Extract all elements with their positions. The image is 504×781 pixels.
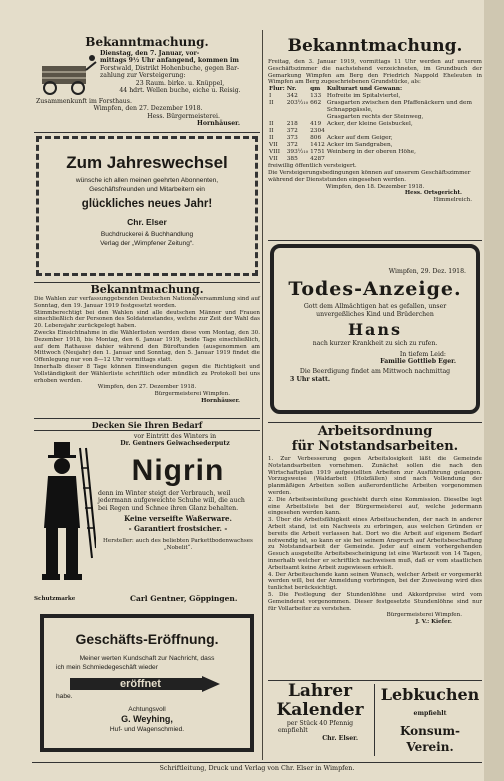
footer-imprint: Schriftleitung, Druck und Verlag von Chr. Elser in Wimpfen. [159,764,355,772]
notice-signature: Hornhäuser. [201,397,240,404]
cell-art: Hofreite im Spitalviertel, [326,93,401,100]
election-notice [34,284,260,412]
binding-edge [484,0,504,781]
table-row [268,121,482,128]
table-row [268,114,482,121]
work-paragraph-5: 5. Die Festlegung der Stundenlöhne und Akkordpreise wird vom Gemeinderat vorgenommen. Dieser festgesetzte Stundenlöhne sind nur für Vollarbeiter zu verstehen. [268,591,482,612]
work-title-2: für Notstandsarbeiten. [291,439,459,454]
greeting-business: Buchdruckerei & Buchhandlung [100,231,194,238]
cell-nr: 218 [286,121,298,128]
cell-qm: 133 [310,93,322,100]
land-paragraph-2: freiwillig öffentlich versteigert. [268,163,357,170]
land-paragraph-1: Freitag, den 3. Januar 1919, vormittags 11 Uhr werden auf unserem Geschäftszimmer die nachstehend verzeichneten, im Grundbuch der Gemarkung Wimpfen am Berg den Friedrich Nappold Eheleuten in Wimpfen am Berg zugeschriebenen Grundstücke, als: [268,59,482,86]
calendar-line-1: Lahrer [287,681,353,701]
header-kulturart: Kulturart und Gewann: [326,86,403,93]
notice-title: Bekanntmachung. [287,36,463,56]
calendar-recommend: empfiehlt [278,727,308,735]
greeting-line-1: wünsche ich allen meinen geehrten Abonnenten, [75,177,219,184]
header-qm: qm [310,86,321,93]
work-paragraph-3: 3. Über die Arbeitsfähigkeit eines Arbeitsuchenden, der nach in anderer Arbeit stand, ist ein Nachweis zu erbringen, aus welchen Gründen er bereits die Arbeit verlassen hat. Dort wo die Arbeit auf eigenem Bedarf notwendig ist, so kann er sie bei seinem Anspruch auf Arbeitsbeschaffung zu Notstandsarbeit der Gemeinde. Jeder auf einem vorhergehenden Gesuch ausgeteilte Arbeitsbescheinigung ist eine Wartezeit von 14 Tagen, innerhalb welcher er schriftlich nachweisen muß, daß er vom staatlichen Arbeitsamt keine Arbeit zugewiesen erhielt. [268,517,482,571]
table-row [268,149,482,156]
cell-flur: II [269,128,274,135]
nigrin-line-2: Dr. Gentners Geiwachsederputz [120,440,230,448]
meeting-point: Zusammenkunft im Forsthaus. [36,98,132,105]
notice-date: Wimpfen, den 18. Dezember 1918. [325,183,425,190]
auction-line-1: Dienstag, den 7. Januar, vor- [100,50,200,57]
table-row [268,100,482,114]
footer-rule [32,762,482,763]
cell-art [326,128,482,135]
cell-nr: 385 [286,156,298,163]
death-line-4: 3 Uhr statt. [290,375,330,383]
chimney-sweep-icon [34,438,96,594]
cell-flur: VII [269,142,278,149]
auction-item-2: 44 hdrt. Wellen buche, eiche u. Reisig. [119,87,241,95]
opening-line-1: Meiner werten Kundschaft zur Nachricht, dass [79,655,215,662]
notice-title: Bekanntmachung. [90,283,204,296]
arrow-banner [70,676,220,692]
nigrin-brand: Nigrin [131,454,225,487]
auction-line-4: zahlung zur Versteigerung: [100,72,186,80]
gingerbread-recommend: empfiehlt [413,710,447,717]
calendar-seller: Chr. Elser. [322,734,358,742]
death-title: Todes-Anzeige. [288,278,462,301]
death-line-2: nach kurzer Krankheit zu sich zu rufen. [312,340,438,348]
forest-auction-notice [34,36,260,126]
nigrin-maker: Hersteller: auch des beliebten Parkettbodenwachses „Nobelit“. [103,538,253,552]
cell-art: Weinberg in der oberen Höhe, [326,149,416,156]
cell-art: Grasgarten rechts der Steinweg, [326,114,424,121]
nigrin-desc-1: denn im Winter steigt der Verbrauch, weil [98,490,231,497]
cell-art [326,156,482,163]
election-paragraph-4: Innerhalb dieser 8 Tage können Einwendungen gegen die Richtigkeit und Vollständigkeit der Wählerliste schriftlich oder mündlich zu Protokoll bei uns erhoben werden. [34,363,260,384]
cell-nr: 203½₁₀ [286,100,309,107]
greeting-title: Zum Jahreswechsel [66,153,228,172]
nigrin-line-1: vor Eintritt des Winters in [133,433,217,440]
notice-office: Bürgermeisterei Wimpfen. [154,391,230,398]
election-paragraph-3: Zwecks Einsichtnahme in die Wählerlisten werden diese vom Montag, den 30. Dezember 1918, bis Montag, den 6. Januar 1919, beide Tage einschließlich, auf dem Rathause dahier während den Büroftunden (ausgenommen am Mittwoch (Neujahr) den 1. Januar und Sonntag, den 5. Januar 1919 findet die Offenlegung nur von 8—12 Uhr vormittags statt. [34,329,260,364]
cell-qm: 1412 [310,142,325,149]
auction-line-2: mittags 9½ Uhr anfangend, kommen im [100,57,239,65]
woodcut-illustration [38,52,98,96]
cell-nr: 373 [286,135,298,142]
cell-art: Acker auf dem Geiger, [326,135,393,142]
opening-have: habe. [56,693,73,700]
greeting-line-2: Geschäftsfreunden und Mitarbeitern ein [89,185,205,193]
auction-item-1: 23 Raum. birke. u. Knüppel, [135,79,225,87]
cell-nr: 342 [286,93,298,100]
column-divider [262,30,263,760]
business-opening-ad [40,614,254,752]
divider [34,418,260,419]
cell-art: Acker im Sandgraben, [326,142,393,149]
notice-title: Bekanntmachung. [85,35,209,49]
cell-qm: 662 [310,100,322,107]
cell-art: Grasgarten zwischen den Pfaffenäckern und dem Schnappgässle, [326,100,472,114]
cell-flur: VII [269,156,278,163]
cell-nr: 372 [286,142,298,149]
cell-flur: II [269,121,274,128]
death-line-3: Die Beerdigung findet am Mittwoch nachmittag [299,368,451,376]
chimney-sweep-illustration [34,438,96,594]
work-order-notice [268,424,482,674]
calendar-price: per Stück 40 Pfennig [286,720,354,727]
table-header [268,86,482,93]
land-auction-notice [268,36,482,232]
nigrin-desc-3: bei Regen und Schnee ihren Glanz behalten. [98,504,239,512]
calendar-ad [268,682,372,758]
work-paragraph-1: 1. Zur Verbesserung gegen Arbeitslosigkeit läßt die Gemeinde Notstandsarbeiten vornehmen. Zunächst sollen die nach den Wirtschaftsplan 1919 aufgestellten Arbeiten zur Ausführung gelangen. Vorzugsweise (Waldarbeit (Holzfällen) sind nach Vollendung der planmäßigen Arbeiten sollen außerordentliche Arbeiten vorgenommen werden. [268,456,482,496]
gingerbread-seller: Konsum-Verein. [399,724,461,755]
table-row [268,156,482,163]
ad-divider [374,684,375,756]
table-row [268,135,482,142]
cell-flur: II [269,135,274,142]
cell-qm: 419 [310,121,322,128]
notice-date: Wimpfen, den 27. Dezember 1918. [97,384,197,391]
notice-signature: Hornhäuser. [196,120,240,128]
notice-signature: Himmelreich. [433,197,472,204]
nigrin-advertisement [34,420,260,610]
death-line-1: Gott dem Allmächtigen hat es gefallen, unser unvergeßliches Kind und Brüderchen [303,303,447,318]
cell-nr: 393½₁₀ [286,149,309,156]
death-notice [270,244,480,414]
cell-qm: 1751 [310,149,325,156]
land-parcel-table [268,86,482,163]
death-dateline: Wimpfen, 29. Dez. 1918. [388,268,466,275]
divider [268,240,482,241]
cell-flur: I [269,93,272,100]
cell-art: Acker, der kleine Geisbuckel, [326,121,413,128]
notice-signature: J. V.: Kiefer. [415,619,452,626]
nigrin-claim: Keine verseifte Waßerware. [124,514,232,524]
new-year-greeting [36,136,258,276]
calendar-line-2: Kalender [276,700,364,720]
opening-name: G. Weyhing, [121,714,173,724]
land-paragraph-3: Die Versteigerungsbedingungen können auf unserem Geschäftszimmer während der Dienststunden eingesehen werden. [268,169,471,183]
woodcutter-cart-icon [38,52,98,96]
cell-qm: 806 [310,135,322,142]
nigrin-top: Decken Sie Ihren Bedarf [34,420,260,431]
table-row [268,128,482,135]
opening-trade: Huf- und Wagenschmied. [109,726,185,733]
election-paragraph-1: Die Wahlen zur verfassunggebenden Deutschen Nationalversammlung sind auf Sonntag, den 19. Januar 1919 festgesetzt worden. [34,296,260,309]
greeting-name: Chr. Elser [127,217,167,227]
cell-flur: II [269,100,274,107]
notice-office: Bürgermeisterei Wimpfen. [386,612,462,619]
work-paragraph-4: 4. Der Arbeitsuchende kann seinen Wunsch, welcher Arbeit er vorgemerkt werden will, bei der Anmeldung vorbringen, bei der Zuweisung wird dies tunlichst berücksichtigt. [268,571,482,592]
deceased-name: Hans [347,320,403,340]
cell-qm [309,114,326,121]
gingerbread-title: Lebkuchen [380,685,480,704]
nigrin-desc-2: jedermann aufgeweichte Schuhe will, die auch [98,497,245,505]
cell-qm: 2304 [310,128,325,135]
nigrin-company: Carl Gentner, Göppingen. [130,594,238,603]
death-family: Familie Gottlieb Eger. [380,358,456,366]
nigrin-guarantee: - Garantiert frostsicher. - [128,524,228,534]
cell-nr [286,114,309,121]
notice-office: Hess. Bürgermeisterei. [147,112,220,120]
work-paragraph-2: 2. Die Arbeitseinteilung geschieht durch eine Kommission. Dieselbe legt eine Arbeitsliste bei der Bürgermeisterei auf, welche jedermann eingesehen werden kann. [268,496,482,517]
cell-flur [268,114,286,121]
cell-qm: 4287 [310,156,325,163]
opening-title: Geschäfts-Eröffnung. [75,631,219,647]
divider [268,422,482,423]
work-title: Arbeitsordnung [317,424,433,439]
election-paragraph-2: Stimmberechtigt bei den Wahlen sind alle deutschen Männer und Frauen einschließlich der Personen des Soldatenstandes, welche zur Zeit der Wahl das 20. Lebensjahr zurückgelegt haben. [34,309,260,330]
cell-flur: VIII [269,149,281,156]
header-nr: Nr. [286,86,297,93]
notice-office: Hess. Ortsgericht. [404,190,462,197]
cell-nr: 372 [286,128,298,135]
death-grief: In tiefem Leid: [399,350,446,358]
divider [34,132,260,133]
greeting-wish: glückliches neues Jahr! [81,198,213,210]
greeting-publisher: Verlag der „Wimpfener Zeitung“. [100,240,194,247]
auction-line-3: Forstwald, Distrikt Hohenbuche, gegen Bar- [100,64,240,72]
nigrin-trademark: Schutzmarke [34,596,76,602]
gingerbread-ad [378,682,482,758]
notice-date: Wimpfen, den 27. Dezember 1918. [93,105,203,113]
opening-arrow-text: eröffnet [120,678,161,690]
opening-line-2: ich mein Schmiedegeschäft wieder [56,664,158,671]
header-flur: Flur: [269,86,285,93]
opening-regards: Achtungsvoll [128,706,166,713]
